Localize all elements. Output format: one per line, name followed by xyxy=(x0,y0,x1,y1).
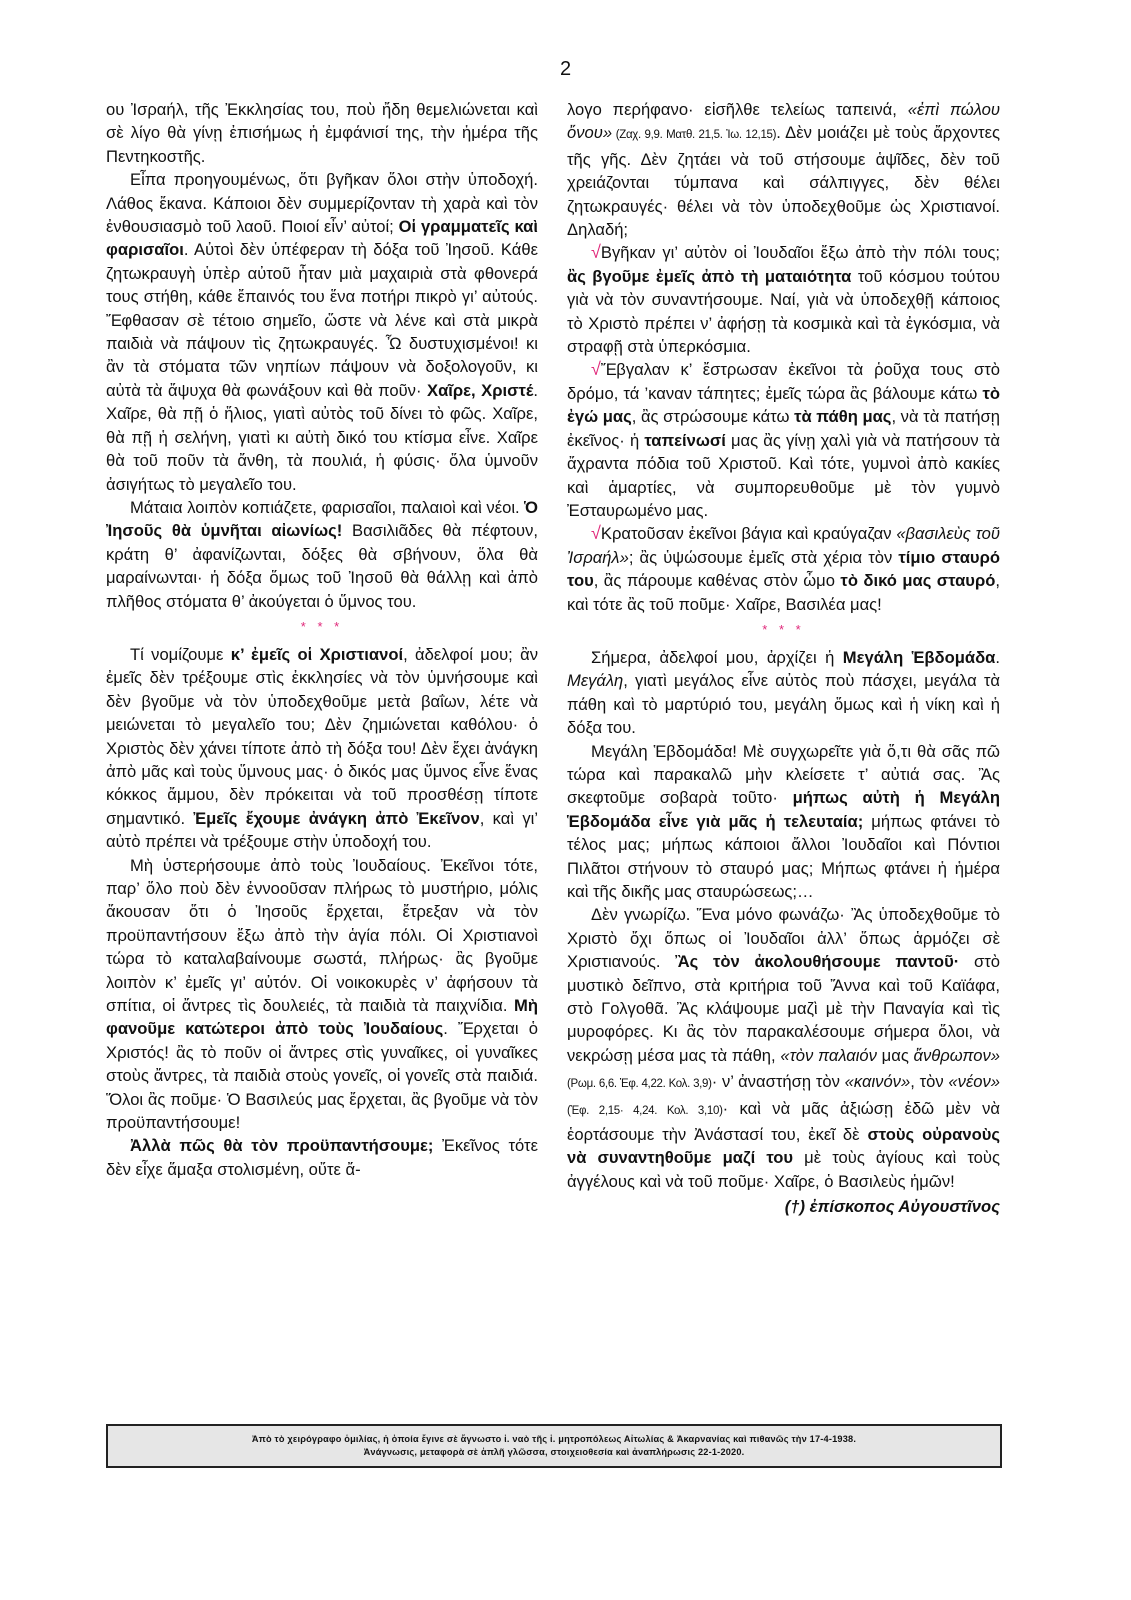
bold-text: τὸ ἐγώ μας xyxy=(567,383,1000,427)
bold-text: τὸ δικό μας σταυρό xyxy=(840,571,996,591)
paragraph-checked xyxy=(567,358,1000,522)
bold-text: Μὴ φανοῦμε κατώτεροι ἀπὸ τοὺς Ἰουδαίους xyxy=(106,996,538,1039)
text-run: ; ἂς ὑψώσουμε ἐμεῖς στὰ χέρια τὸν xyxy=(628,547,899,567)
text-run: · καὶ νὰ μᾶς ἀξιώσῃ ἐδῶ μὲν νὰ ἑορτάσουμε τὴν Ἀνάστασί του, ἐκεῖ δὲ xyxy=(567,1098,1001,1145)
text-run: Βασιλιᾶδες θὰ πέφτουν, κράτη θ’ ἀφανίζωνται, δόξες θὰ σβήνουν, ὅλα θὰ μαραίνωνται· ἡ δόξα ὅμως τοῦ Ἰησοῦ θὰ θάλλῃ καὶ ἀπὸ πλῆθος στόματα θ’ ἀκούγεται ὁ ὕμνος του. xyxy=(106,521,538,611)
text-run: μας ἂς γίνῃ χαλὶ γιὰ νὰ πατήσουν τὰ ἄχραντα πόδια τοῦ Χριστοῦ. Καὶ τότε, γυμνοὶ ἀπὸ κακίες καὶ ἁμαρτίες, νὰ συμπορευθοῦμε μὲ τὸν γυμνὸ Ἐσταυρωμένο μας. xyxy=(567,430,1000,520)
text-run: Τί νομίζουμε xyxy=(130,644,231,664)
source-note-line: Ἀνάγνωσις, μεταφορὰ σὲ ἁπλῆ γλῶσσα, στοιχειοθεσία καὶ ἀναπλήρωσις 22-1-2020. xyxy=(363,1447,745,1457)
paragraph xyxy=(567,646,1000,740)
source-note-line: Ἀπὸ τὸ χειρόγραφο ὁμιλίας, ἡ ὁποία ἔγινε σὲ ἄγνωστο ἱ. ναὸ τῆς ἱ. μητροπόλεως Αἰτωλίας & Ἀκαρνανίας καὶ πιθανῶς τὴν 17-4-1938. xyxy=(251,1434,857,1444)
italic-text: «βασιλεὺς τοῦ Ἰσραήλ» xyxy=(567,524,1000,567)
source-note-box xyxy=(106,1424,1002,1468)
text-run: Βγῆκαν γι’ αὐτὸν οἱ Ἰουδαῖοι ἔξω ἀπὸ τὴν πόλι τους; xyxy=(600,243,1000,263)
italic-text: «ἐπὶ πώλου ὄνου» xyxy=(567,100,1000,143)
text-run: Σήμερα, ἀδελφοί μου, ἀρχίζει ἡ xyxy=(591,647,843,667)
text-run: στὸ μυστικὸ δεῖπνο, στὰ κριτήρια τοῦ Ἄννα καὶ τοῦ Καϊάφα, στὸ Γολγοθᾶ. Ἂς κλάψουμε μαζὶ μὲ τὴν Παναγία καὶ τὶς μυροφόρες. Κι ἂς τὸν παρακαλέσουμε σήμερα ὅλοι, νὰ νεκρώσῃ μέσα μας τὰ πάθη, xyxy=(567,952,1000,1065)
bold-text: ταπείνωσί xyxy=(644,430,726,450)
text-run: . Χαῖρε, θὰ πῇ ὁ ἥλιος, γιατὶ αὐτὸς τοῦ δίνει τὸ φῶς. Χαῖρε, θὰ πῇ ἡ σελήνη, γιατὶ κι αὐτὴ δικό του κτίσμα εἶνε. Χαῖρε θὰ τοῦ ποῦν τὰ ἄνθη, τὰ πουλιά, ἡ φύσις· ὅλα ὑμνοῦν ἀσιγήτως τὸ μεγαλεῖο του. xyxy=(106,380,538,494)
italic-text: Μεγάλη xyxy=(567,671,624,691)
paragraph xyxy=(567,740,1000,904)
bold-text: Ἀλλὰ πῶς θὰ τὸν προϋπαντήσουμε; xyxy=(130,1136,434,1156)
text-run: . Δὲν μοιάζει μὲ τοὺς ἄρχοντες τῆς γῆς. Δὲν ζητάει νὰ τοῦ στήσουμε ἁψῖδες, δὲν τοῦ χρειάζονται τύμπανα καὶ σάλπιγγες, δὲν θέλει ζητωκραυγές· θέλει νὰ τὸν ὑποδεχθοῦμε ὡς Χριστιανοί. Δηλαδή; xyxy=(567,123,1000,240)
text-run: · ν’ ἀναστήσῃ τὸν xyxy=(711,1072,845,1092)
scripture-reference: (Ἐφ. 2,15· 4,24. Κολ. 3,10) xyxy=(567,1104,723,1117)
paragraph-checked xyxy=(567,522,1000,616)
section-divider: * * * xyxy=(762,621,805,637)
paragraph xyxy=(567,903,1000,1193)
check-mark-icon: √ xyxy=(591,242,601,263)
text-run: . Ἔρχεται ὁ Χριστός! ἂς τὸ ποῦν οἱ ἄντρες στὶς γυναῖκες, οἱ γυναῖκες στοὺς ἄντρες, τὰ παιδιὰ στοὺς γονεῖς, οἱ γονεῖς στὰ παιδιά. Ὅλοι ἂς ποῦμε· Ὁ Βασιλεύς μας ἔρχεται, ἂς βγοῦμε νὰ τὸν προϋπαντήσουμε! xyxy=(106,1019,538,1133)
text-run: Μεγάλη Ἑβδομάδα! Μὲ συγχωρεῖτε γιὰ ὅ,τι θὰ σᾶς πῶ τώρα καὶ παρακαλῶ μὴν κλείσετε τ’ αὐτιά σας. Ἂς σκεφτοῦμε σοβαρὰ τοῦτο· xyxy=(567,741,1000,808)
text-run: μήπως φτάνει τὸ τέλος μας; μήπως κάποιοι ἄλλοι Ἰουδαῖοι καὶ Πόντιοι Πιλᾶτοι στήνουν τὸ σταυρό μας; Μήπως φτάνει ἡ ἡμέρα καὶ τῆς δικῆς μας σταυρώσεως;… xyxy=(567,811,1000,901)
text-run: , ἂς στρώσουμε κάτω xyxy=(631,407,795,427)
text-run: , γιατὶ μεγάλος εἶνε αὐτὸς ποὺ πάσχει, μεγάλα τὰ πάθη καὶ τὸ μαρτύριό του, μεγάλη ὅμως καὶ ἡ νίκη καὶ ἡ δόξα του. xyxy=(567,671,1000,738)
paragraph-text xyxy=(567,524,1000,613)
signature: (†) ἐπίσκοπος Αὐγουστῖνος xyxy=(784,1197,1000,1217)
bold-text: τὰ πάθη μας xyxy=(794,407,892,427)
text-run: τοῦ κόσμου τούτου γιὰ νὰ τὸν συναντήσουμε. Ναί, γιὰ νὰ ὑποδεχθῇ κάποιος τὸ Χριστὸ πρέπει ν’ ἀφήσῃ τὰ κοσμικὰ καὶ τὰ ἐγκόσμια, νὰ στραφῇ στὰ ὑπερκόσμια. xyxy=(567,266,1000,357)
page-number: 2 xyxy=(559,58,572,80)
bold-text: στοὺς οὐρανοὺς νὰ συναντηθοῦμε μαζί του xyxy=(567,1125,1000,1168)
bold-text: μήπως αὐτὴ ἡ Μεγάλη Ἑβδομάδα εἶνε γιὰ μᾶς ἡ τελευταία; xyxy=(567,788,1000,831)
paragraph xyxy=(106,854,538,1135)
bold-text: κ’ ἐμεῖς οἱ Χριστιανοί xyxy=(230,644,404,664)
bold-text: Οἱ γραμματεῖς καὶ φαρισαῖοι xyxy=(106,217,538,260)
check-mark-icon: √ xyxy=(591,523,601,544)
text-run: . Αὐτοὶ δὲν ὑπέφεραν τὴ δόξα τοῦ Ἰησοῦ. Κάθε ζητωκραυγὴ ὑπὲρ αὐτοῦ ἦταν μιὰ μαχαιριὰ στὰ φθονερά τους στήθη, κάθε ἔπαινός του ἕνα ποτήρι πικρὸ γι’ αὐτούς. Ἔφθασαν σὲ τέτοιο σημεῖο, ὥστε νὰ λένε καὶ στὰ μικρὰ παιδιὰ νὰ πάψουν τὶς ζητωκραυγές. Ὦ δυστυχισμένοι! κι ἂν τὰ στόματα τῶν νηπίων πάψουν νὰ δοξολογοῦν, κι αὐτὰ τὰ ἄψυχα θὰ φωνάξουν καὶ θὰ ποῦν· xyxy=(106,240,538,400)
text-run: , καὶ γι’ αὐτὸ πρέπει νὰ τρέξουμε στὴν ὑποδοχή του. xyxy=(106,808,539,852)
text-run: Ἔβγαλαν κ’ ἔστρωσαν ἐκεῖνοι τὰ ῥοῦχα τους στὸ δρόμο, τά ’καναν τάπητες; ἐμεῖς τώρα ἂς βάλουμε κάτω xyxy=(567,360,1000,403)
italic-text: ἄνθρωπον» xyxy=(913,1045,1000,1065)
text-run: λογο περήφανο· εἰσῆλθε τελείως ταπεινά, xyxy=(567,100,908,119)
text-run: Μὴ ὑστερήσουμε ἀπὸ τοὺς Ἰουδαίους. Ἐκεῖνοι τότε, παρ’ ὅλο ποὺ δὲν ἐννοοῦσαν πλήρως τὸ μυστήριο, μόλις ἄκουσαν ὅτι ὁ Ἰησοῦς ἔρχεται, ἔτρεξαν νὰ τὸν προϋπαντήσουν ἔξω ἀπὸ τὴν ἁγία πόλι. Οἱ Χριστιανοὶ τώρα τὸ καταλαβαίνουμε σωστά, πλήρως· ἂς βγοῦμε λοιπὸν κ’ ἐμεῖς γι’ αὐτόν. Οἱ νοικοκυρὲς ν’ ἀφήσουν τὰ σπίτια, οἱ ἄντρες τὶς δουλειές, τὰ παιδιὰ τὰ παιχνίδια. xyxy=(106,855,538,1016)
section-divider: * * * xyxy=(300,618,344,634)
text-run: , ἂς πάρουμε καθένας στὸν ὦμο xyxy=(593,571,841,591)
scripture-reference: (Ρωμ. 6,6. Ἐφ. 4,22. Κολ. 3,9) xyxy=(567,1078,712,1091)
paragraph-text xyxy=(567,243,1000,356)
italic-text: «νέον» xyxy=(948,1072,1000,1092)
text-run: ου Ἰσραήλ, τῆς Ἐκκλησίας του, ποὺ ἤδη θεμελιώνεται καὶ σὲ λίγο θὰ γίνῃ ἐπισήμως ἡ ἐμφάνισί της, τὴν ἡμέρα τῆς Πεντηκοστῆς. xyxy=(106,100,538,166)
italic-text: «τὸν παλαιόν xyxy=(780,1045,877,1065)
bold-text: Χαῖρε, Χριστέ xyxy=(427,380,534,400)
text-run: Μάταια λοιπὸν κοπιάζετε, φαρισαῖοι, παλαιοὶ καὶ νέοι. xyxy=(130,497,525,517)
text-run: Εἶπα προηγουμένως, ὅτι βγῆκαν ὅλοι στὴν ὑποδοχή. Λάθος ἔκανα. Κάποιοι δὲν συμμερίζονταν τὴ χαρὰ καὶ τὸν ἐνθουσιασμὸ τοῦ λαοῦ. Ποιοί εἶν’ αὐτοί; xyxy=(106,170,538,237)
text-run: μὲ τοὺς ἁγίους καὶ τοὺς ἀγγέλους καὶ νὰ τοῦ ποῦμε· Χαῖρε, ὁ Βασιλεὺς ἡμῶν! xyxy=(567,1148,1000,1191)
text-run: Δὲν γνωρίζω. Ἕνα μόνο φωνάζω· Ἂς ὑποδεχθοῦμε τὸ Χριστὸ ὄχι ὅπως οἱ Ἰουδαῖοι ἀλλ’ ὅπως ἁρμόζει σὲ Χριστιανούς. xyxy=(567,905,1000,972)
bold-text: τίμιο σταυρό του xyxy=(567,547,1000,591)
text-run: Ἐκεῖνος τότε δὲν εἶχε ἅμαξα στολισμένη, οὔτε ἄ- xyxy=(106,1136,538,1179)
bold-text: Μεγάλη Ἑβδομάδα xyxy=(842,647,996,667)
check-mark-icon: √ xyxy=(591,359,601,380)
text-run: , νὰ τὰ πατήσῃ ἐκεῖνος· ἡ xyxy=(567,407,1000,450)
right-column xyxy=(567,98,1000,1219)
bold-text: Ὁ Ἰησοῦς θὰ ὑμνῆται αἰωνίως! xyxy=(106,497,538,541)
paragraph xyxy=(106,98,538,168)
paragraph xyxy=(106,1134,538,1181)
paragraph xyxy=(106,643,538,854)
paragraph-text xyxy=(567,360,1000,519)
scripture-reference: (Ζαχ. 9,9. Ματθ. 21,5. Ἰω. 12,15) xyxy=(612,129,777,142)
text-run: , καὶ τότε ἂς τοῦ ποῦμε· Χαῖρε, Βασιλέα μας! xyxy=(567,571,1000,614)
text-run: , τὸν xyxy=(910,1072,949,1092)
text-run: . xyxy=(995,647,1000,667)
italic-text: «καινόν» xyxy=(844,1072,911,1092)
bold-text: ἂς βγοῦμε ἐμεῖς ἀπὸ τὴ ματαιότητα xyxy=(567,266,852,286)
left-column xyxy=(106,98,538,1181)
text-run: Κρατοῦσαν ἐκεῖνοι βάγια καὶ κραύγαζαν xyxy=(600,524,897,544)
paragraph-checked xyxy=(567,241,1000,358)
bold-text: Ἂς τὸν ἀκολουθήσουμε παντοῦ· xyxy=(675,952,960,972)
text-run: μας xyxy=(876,1045,914,1065)
paragraph xyxy=(106,496,538,613)
bold-text: Ἐμεῖς ἔχουμε ἀνάγκη ἀπὸ Ἐκεῖνον xyxy=(193,808,480,828)
paragraph xyxy=(567,98,1000,241)
text-run: , ἀδελφοί μου; ἂν ἐμεῖς δὲν τρέξουμε στὶς ἐκκλησίες νὰ τὸν ὑμνήσουμε καὶ δὲν βγοῦμε νὰ τὸν ὑποδεχθοῦμε μετὰ βαΐων, λέτε νὰ μειώνεται τὸ μεγαλεῖο του; Δὲν ζημιώνεται καθόλου· ὁ Χριστὸς δὲν χάνει τίποτε ἀπὸ τὴ δόξα του! Δὲν ἔχει ἀνάγκη ἀπὸ μᾶς καὶ τοὺς ὕμνους μας· ὁ δικός μας ὕμνος εἶνε ἕνας κόκκος ἄμμου, δὲν πρόκειται νὰ τοῦ προσθέσῃ τίποτε σημαντικό. xyxy=(106,644,538,828)
paragraph xyxy=(106,168,538,496)
